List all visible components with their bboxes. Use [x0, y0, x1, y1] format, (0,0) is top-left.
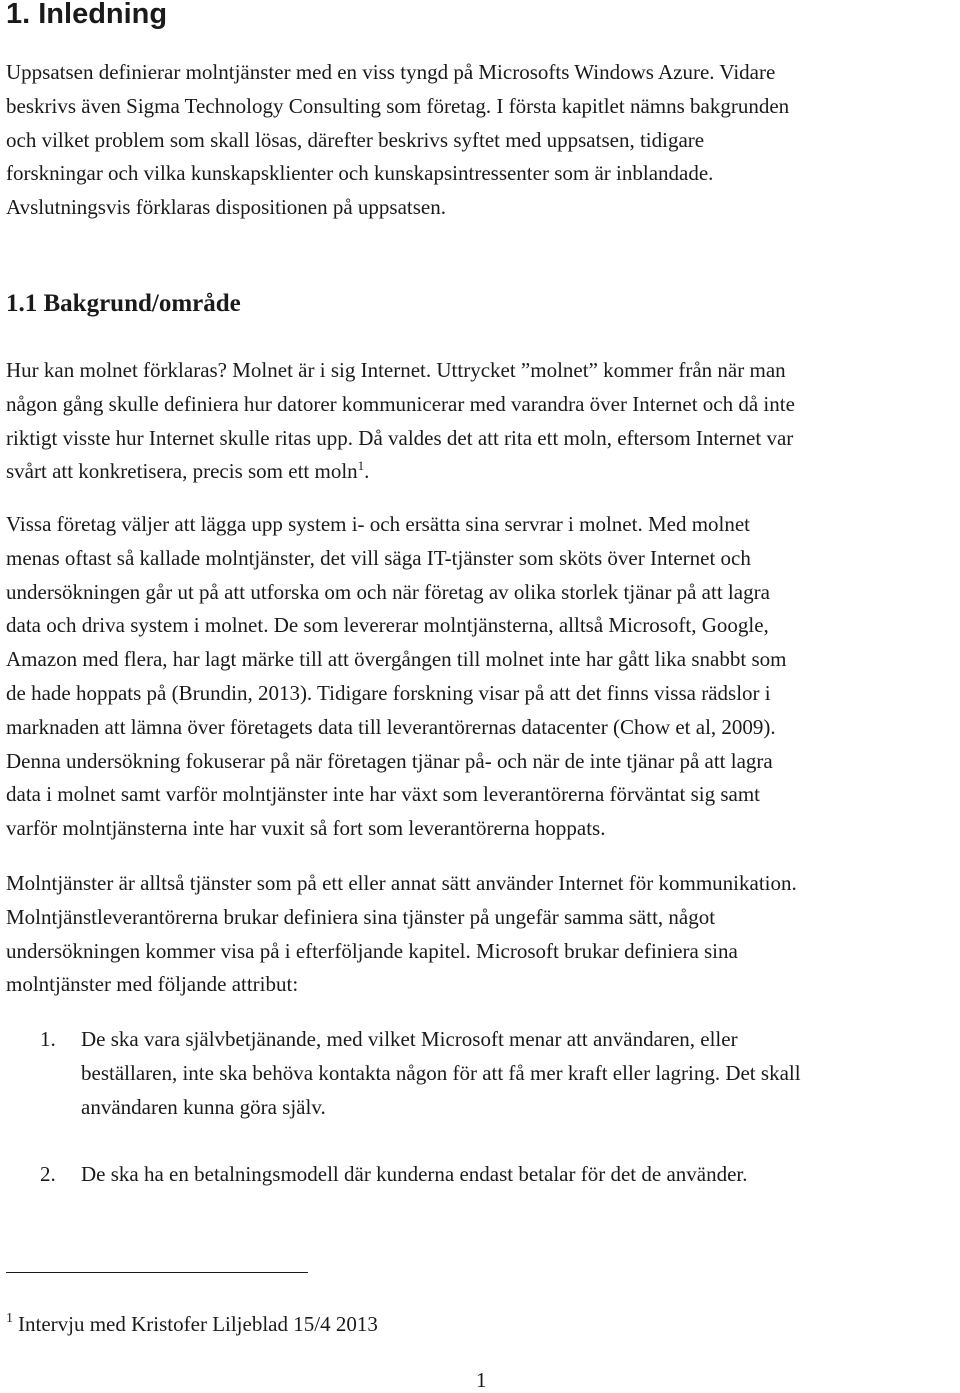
text-line: och vilket problem som skall lösas, därefter beskrivs syftet med uppsatsen, tidigare — [6, 127, 705, 152]
text-line: undersökningen kommer visa på i efterföljande kapitel. Microsoft brukar definiera sina — [6, 938, 738, 963]
list-number: 1. — [40, 1027, 56, 1051]
text-line: beställaren, inte ska behöva kontakta någon för att få mer kraft eller lagring. Det skall — [81, 1061, 801, 1085]
text-line: riktigt visste hur Internet skulle ritas upp. Då valdes det att rita ett moln, eftersom Internet var — [6, 425, 794, 450]
text-line: användaren kunna göra själv. — [81, 1095, 326, 1119]
chapter-heading: 1. Inledning — [6, 0, 168, 30]
text-line: undersökningen går ut på att utforska om och när företag av olika storlek tjänar på att lagra — [6, 579, 770, 604]
cloud-services-paragraph — [6, 867, 960, 1002]
text-line: Molntjänstleverantörerna brukar definiera sina tjänster på ungefär samma sätt, något — [6, 904, 716, 929]
text-line: Vissa företag väljer att lägga upp system i- och ersätta sina servrar i molnet. Med molnet — [6, 512, 751, 536]
text-fragment: . — [364, 459, 370, 484]
footnote-marker: 1 — [6, 1311, 13, 1326]
section-heading: 1.1 Bakgrund/område — [6, 290, 241, 317]
text-line: Amazon med flera, har lagt märke till att övergången till molnet inte har gått lika snabbt som — [6, 647, 787, 672]
text-line: marknaden att lämna över företagets data till leverantörernas datacenter (Chow et al, 2009). — [6, 714, 776, 739]
text-line: Denna undersökning fokuserar på när företagen tjänar på- och när de inte tjänar på att lagra — [6, 748, 773, 773]
text-line: varför molntjänsterna inte har vuxit så fort som leverantörerna hoppats. — [6, 816, 606, 841]
footnote-text: Intervju med Kristofer Liljeblad 15/4 2013 — [18, 1312, 378, 1336]
footnote-reference: 1 — [357, 458, 365, 474]
text-line: de hade hoppats på (Brundin, 2013). Tidigare forskning visar på att det finns vissa rädslor i — [6, 680, 771, 705]
companies-paragraph — [6, 508, 960, 846]
text-line: molntjänster med följande attribut: — [6, 972, 299, 997]
text-line: någon gång skulle definiera hur datorer kommunicerar med varandra över Internet och då inte — [6, 391, 795, 416]
text-line: data och driva system i molnet. De som levererar molntjänsterna, alltså Microsoft, Google, — [6, 613, 769, 638]
text-line: De ska ha en betalningsmodell där kunderna endast betalar för det de använder. — [81, 1162, 748, 1186]
list-item-text — [81, 1157, 960, 1191]
text-line: data i molnet samt varför molntjänster inte har växt som leverantörerna förväntat sig samt — [6, 782, 761, 807]
text-line — [6, 455, 960, 489]
page-number: 1 — [476, 1368, 487, 1392]
footnote — [6, 1309, 378, 1339]
text-line: De ska vara självbetjänande, med vilket Microsoft menar att användaren, eller — [81, 1027, 738, 1051]
text-line: menas oftast så kallade molntjänster, det vill säga IT-tjänster som sköts över Internet och — [6, 545, 751, 570]
text-line: Molntjänster är alltså tjänster som på ett eller annat sätt använder Internet för kommunikation. — [6, 871, 797, 895]
text-line: beskrivs även Sigma Technology Consulting som företag. I första kapitlet nämns bakgrunden — [6, 93, 790, 118]
list-number: 2. — [40, 1162, 56, 1186]
text-fragment: svårt att konkretisera, precis som ett moln — [6, 459, 358, 484]
text-line: Uppsatsen definierar molntjänster med en viss tyngd på Microsofts Windows Azure. Vidare — [6, 60, 776, 84]
list-item-text — [81, 1022, 960, 1124]
background-paragraph — [6, 354, 960, 489]
text-line: Avslutningsvis förklaras dispositionen på uppsatsen. — [6, 195, 446, 220]
text-line: Hur kan molnet förklaras? Molnet är i sig Internet. Uttrycket ”molnet” kommer från när man — [6, 358, 786, 382]
footnote-separator — [6, 1272, 308, 1273]
intro-paragraph — [6, 56, 960, 225]
text-line: forskningar och vilka kunskapsklienter och kunskapsintressenter som är inblandade. — [6, 161, 714, 186]
